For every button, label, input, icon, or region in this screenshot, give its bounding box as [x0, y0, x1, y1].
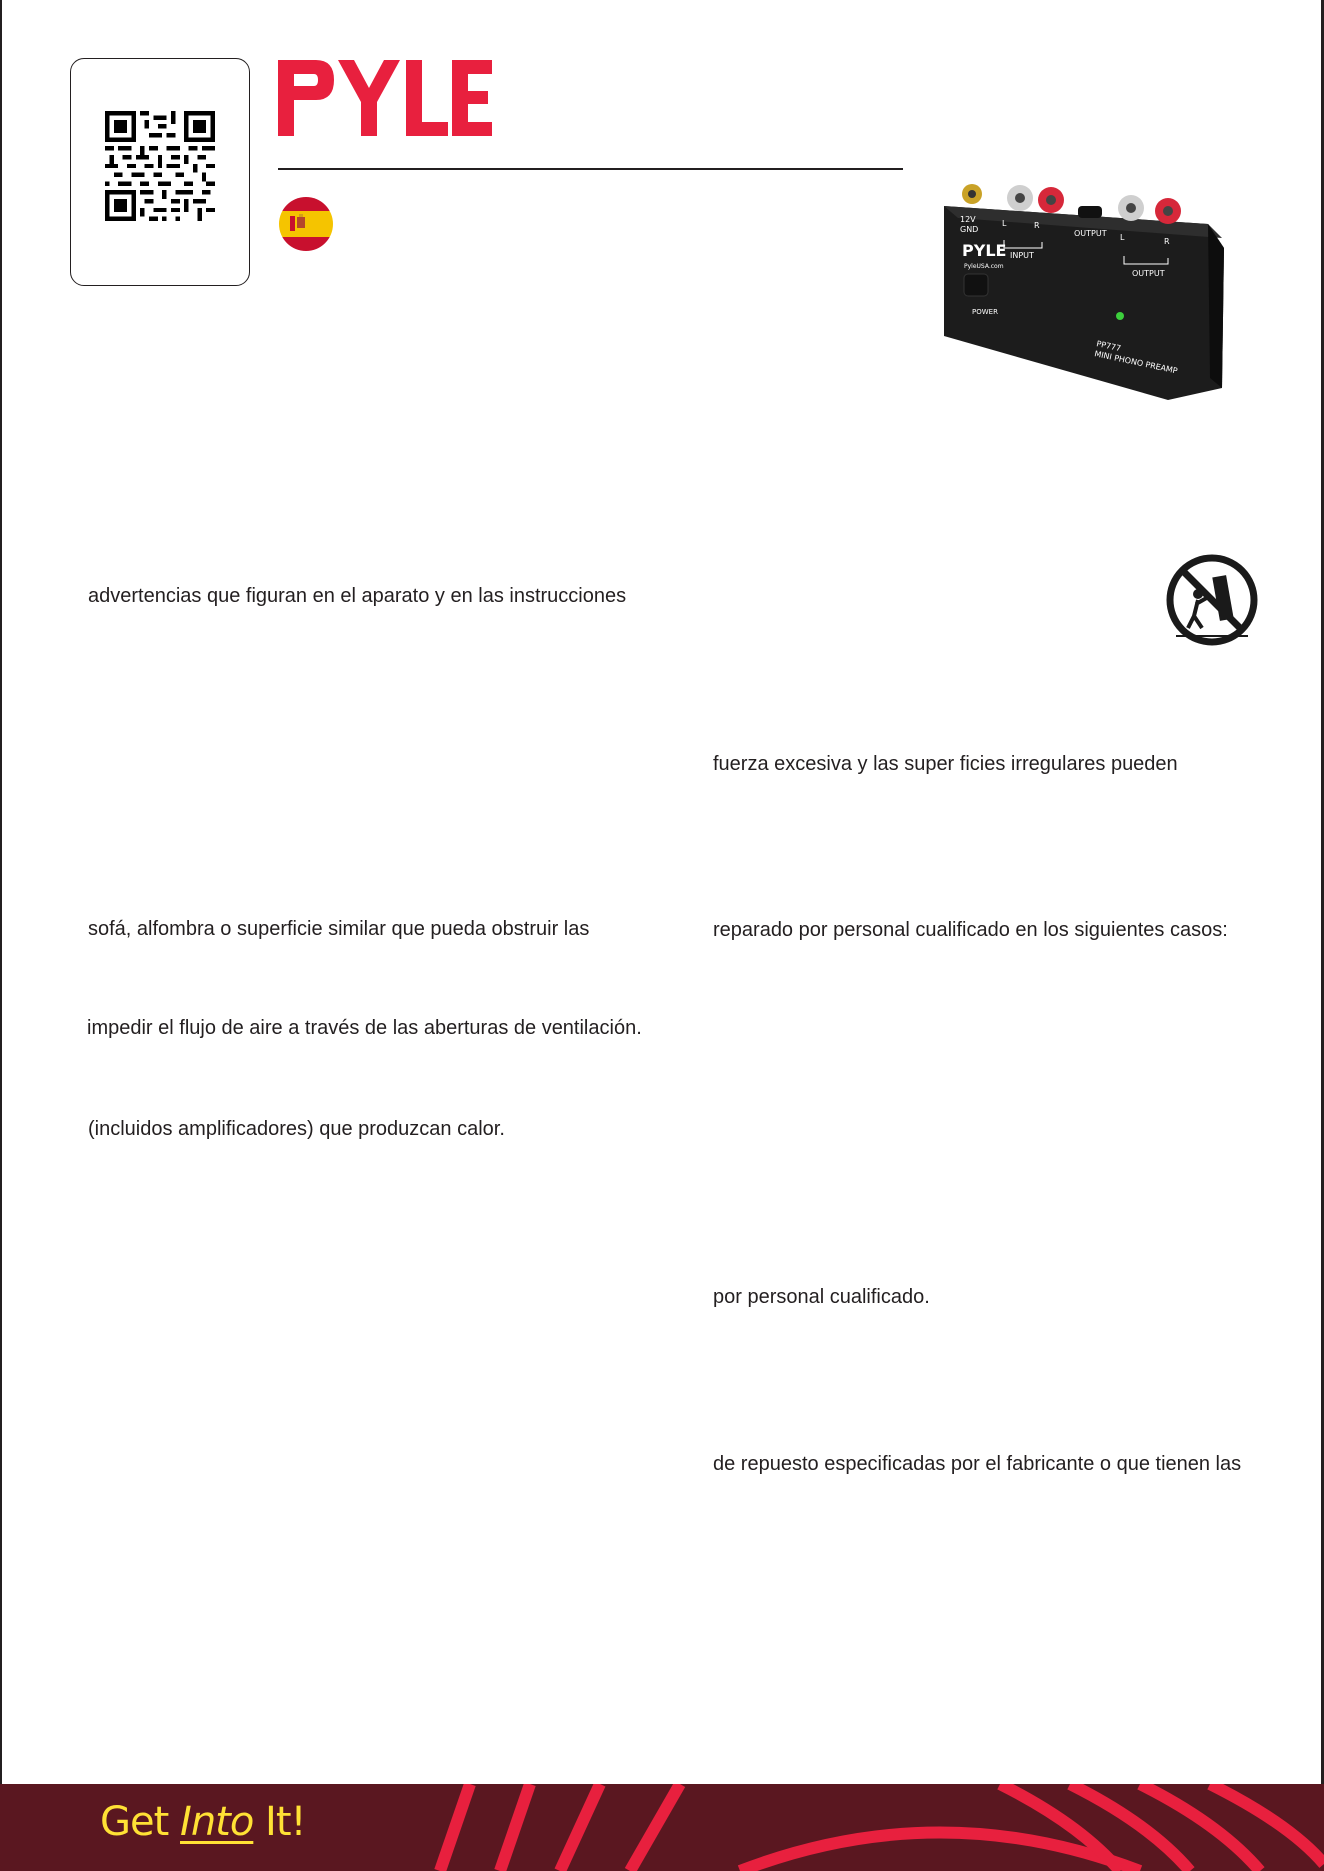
qr-code-box [70, 58, 250, 286]
spain-flag-icon [278, 196, 334, 252]
slogan-it: It! [253, 1799, 306, 1845]
product-label-model-desc: MINI PHONO PREAMP [1093, 349, 1179, 376]
product-label-model: PP777 [1095, 339, 1122, 354]
product-label-brand: PYLE [962, 241, 1007, 260]
no-cart-warning-icon [1164, 554, 1260, 650]
product-label-site: PyleUSA.com [964, 263, 1004, 270]
slogan-get: Get [100, 1799, 181, 1845]
right-text-line-1: fuerza excesiva y las super ficies irregulares pueden [713, 753, 1178, 775]
left-text-line-1: advertencias que figuran en el aparato y en las instrucciones [88, 585, 627, 607]
qr-code-icon [105, 111, 215, 221]
product-label-output-l: L [1120, 233, 1125, 242]
pyle-logo [276, 58, 496, 138]
page-left-border [0, 0, 2, 1785]
product-label-input: INPUT [1010, 251, 1034, 260]
product-label-output-r: R [1164, 237, 1170, 246]
right-text-line-4: de repuesto especificadas por el fabricante o que tienen las [713, 1453, 1242, 1475]
right-text-line-3: por personal cualificado. [713, 1286, 930, 1308]
left-text-line-2: sofá, alfombra o superficie similar que pueda obstruir las [88, 918, 590, 940]
header-divider [278, 168, 903, 170]
product-image [938, 178, 1238, 408]
product-label-gnd: GND [960, 225, 979, 234]
footer-slogan [100, 1798, 306, 1846]
footer-banner [0, 1784, 1324, 1871]
right-text-line-2: reparado por personal cualificado en los siguientes casos: [713, 919, 1228, 941]
product-label-input-r: R [1034, 221, 1040, 230]
slogan-into: Into [180, 1799, 254, 1845]
product-label-output: OUTPUT [1132, 269, 1165, 278]
left-text-line-4: (incluidos amplificadores) que produzcan calor. [88, 1118, 505, 1140]
product-label-12v: 12V [960, 215, 976, 224]
product-label-output-top: OUTPUT [1074, 229, 1107, 238]
product-label-power: POWER [972, 308, 998, 316]
product-label-input-l: L [1002, 219, 1007, 228]
left-text-line-3: impedir el flujo de aire a través de las aberturas de ventilación. [87, 1017, 642, 1039]
